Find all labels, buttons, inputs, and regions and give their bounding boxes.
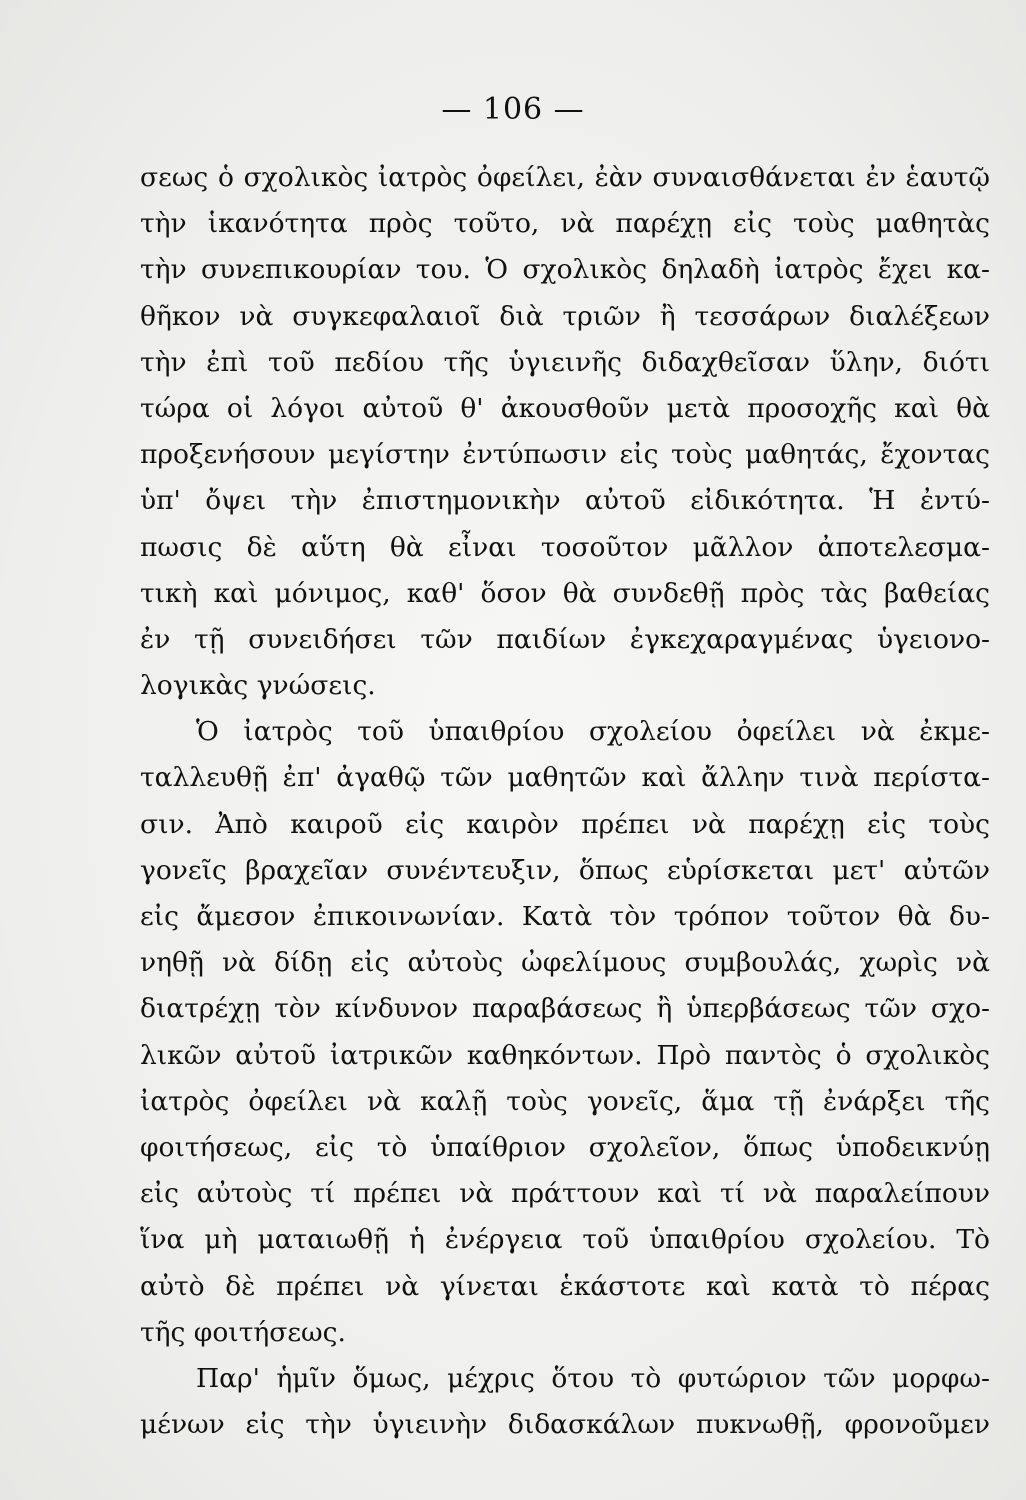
text-line: ἵνα μὴ ματαιωθῇ ἡ ἐνέργεια τοῦ ὑπαιθρίου σχολείου. Τὸ: [140, 1224, 990, 1256]
text-line: διατρέχῃ τὸν κίνδυνον παραβάσεως ἢ ὑπερβάσεως τῶν σχο-: [140, 993, 990, 1025]
paragraph: [140, 155, 990, 709]
text-line: μένων εἰς τὴν ὑγιεινὴν διδασκάλων πυκνωθῇ, φρονοῦμεν: [140, 1409, 990, 1441]
text-line: πωσις δὲ αὕτη θὰ εἶναι τοσοῦτον μᾶλλον ἀποτελεσμα-: [140, 531, 990, 563]
text-line: θῆκον νὰ συγκεφαλαιοῖ διὰ τριῶν ἢ τεσσάρων διαλέξεων: [140, 300, 990, 332]
paragraph: [140, 1356, 990, 1448]
text-line: φοιτήσεως, εἰς τὸ ὑπαίθριον σχολεῖον, ὅπως ὑποδεικνύῃ: [140, 1131, 990, 1163]
text-line: λικῶν αὐτοῦ ἰατρικῶν καθηκόντων. Πρὸ παντὸς ὁ σχολικὸς: [140, 1039, 990, 1071]
text-line: γονεῖς βραχεῖαν συνέντευξιν, ὅπως εὑρίσκεται μετ' αὐτῶν: [140, 854, 990, 886]
text-line: αὐτὸ δὲ πρέπει νὰ γίνεται ἑκάστοτε καὶ κατὰ τὸ πέρας: [140, 1270, 990, 1302]
text-line: Ὁ ἰατρὸς τοῦ ὑπαιθρίου σχολείου ὀφείλει νὰ ἐκμε-: [196, 716, 990, 748]
page-number: — 106 —: [441, 92, 585, 127]
text-line: ὑπ' ὄψει τὴν ἐπιστημονικὴν αὐτοῦ εἰδικότητα. Ἡ ἐντύ-: [140, 485, 990, 517]
text-line: ἰατρὸς ὀφείλει νὰ καλῇ τοὺς γονεῖς, ἅμα τῇ ἐνάρξει τῆς: [140, 1085, 990, 1117]
text-line: τὴν ἱκανότητα πρὸς τοῦτο, νὰ παρέχῃ εἰς τοὺς μαθητὰς: [140, 208, 990, 240]
text-line: σεως ὁ σχολικὸς ἰατρὸς ὀφείλει, ἐὰν συναισθάνεται ἐν ἑαυτῷ: [140, 162, 990, 193]
text-line: τὴν συνεπικουρίαν του. Ὁ σχολικὸς δηλαδὴ ἰατρὸς ἔχει κα-: [140, 254, 990, 286]
text-line: ταλλευθῇ ἐπ' ἀγαθῷ τῶν μαθητῶν καὶ ἄλλην τινὰ περίστα-: [140, 762, 990, 794]
body-text: [140, 155, 990, 1448]
text-line: νηθῇ νὰ δίδῃ εἰς αὐτοὺς ὠφελίμους συμβουλάς, χωρὶς νὰ: [140, 947, 990, 979]
text-line: τικὴ καὶ μόνιμος, καθ' ὅσον θὰ συνδεθῇ πρὸς τὰς βαθείας: [140, 577, 990, 609]
text-line: προξενήσουν μεγίστην ἐντύπωσιν εἰς τοὺς μαθητάς, ἔχοντας: [140, 439, 990, 471]
text-line: τῆς φοιτήσεως.: [140, 1316, 346, 1348]
text-line: Παρ' ἡμῖν ὅμως, μέχρις ὅτου τὸ φυτώριον τῶν μορφω-: [196, 1362, 990, 1394]
text-line: τώρα οἱ λόγοι αὐτοῦ θ' ἀκουσθοῦν μετὰ προσοχῆς καὶ θὰ: [140, 392, 990, 424]
text-line: εἰς ἄμεσον ἐπικοινωνίαν. Κατὰ τὸν τρόπον τοῦτον θὰ δυ-: [140, 901, 990, 932]
text-line: τὴν ἐπὶ τοῦ πεδίου τῆς ὑγιεινῆς διδαχθεῖσαν ὕλην, διότι: [140, 346, 990, 378]
text-line: εἰς αὐτοὺς τί πρέπει νὰ πράττουν καὶ τί νὰ παραλείπουν: [140, 1178, 990, 1210]
paragraph: [140, 709, 990, 1356]
text-line: σιν. Ἀπὸ καιροῦ εἰς καιρὸν πρέπει νὰ παρέχῃ εἰς τοὺς: [140, 808, 990, 840]
text-line: ἐν τῇ συνειδήσει τῶν παιδίων ἐγκεχαραγμένας ὑγειονο-: [140, 623, 990, 655]
text-line: λογικὰς γνώσεις.: [140, 670, 376, 702]
